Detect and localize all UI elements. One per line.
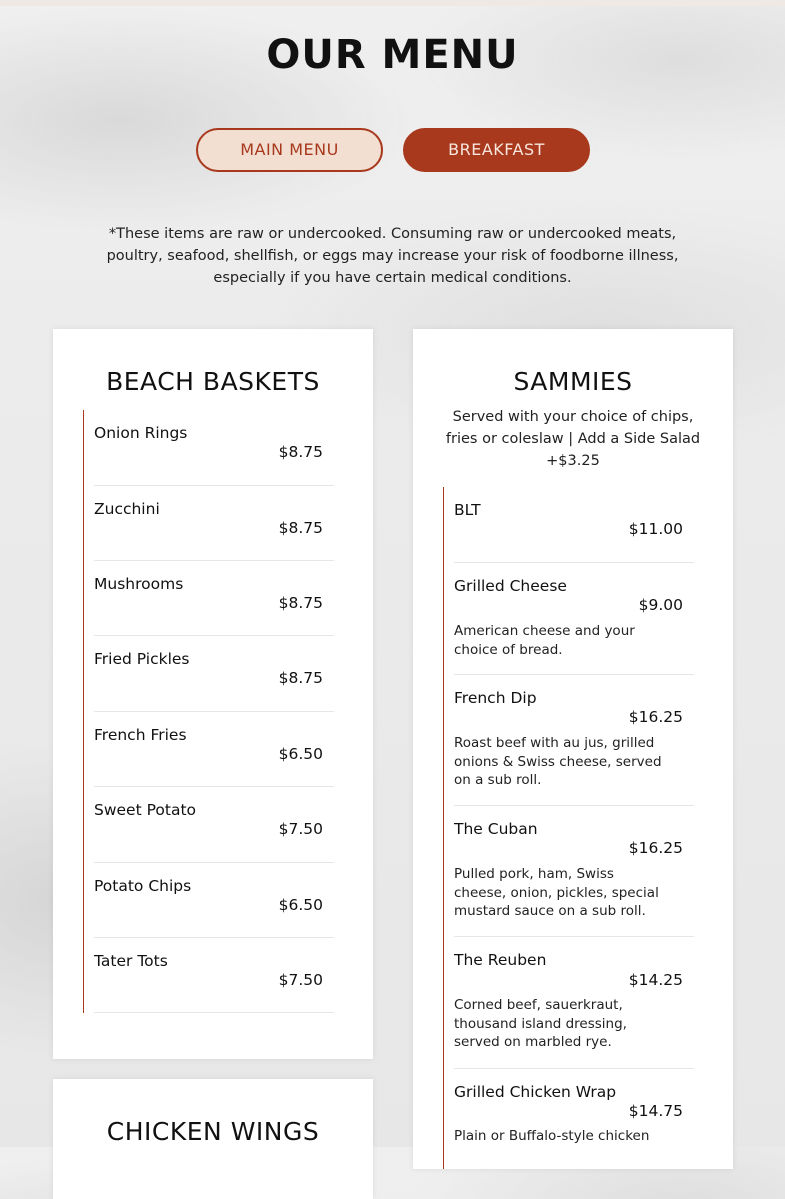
tab-main-menu[interactable]: MAIN MENU xyxy=(196,128,383,172)
item-name: French Dip xyxy=(454,689,537,707)
item-description: Pulled pork, ham, Swiss cheese, onion, pickles, special mustard sauce on a sub roll. xyxy=(454,866,659,919)
item-name: Mushrooms xyxy=(94,575,184,593)
item-name: Onion Rings xyxy=(94,424,188,442)
item-description: American cheese and your choice of bread. xyxy=(454,623,635,658)
menu-item xyxy=(94,863,334,938)
item-name: BLT xyxy=(454,501,481,519)
chicken-wings-card xyxy=(53,1079,373,1199)
menu-list xyxy=(83,410,334,1013)
item-price: $14.25 xyxy=(628,971,683,989)
menu-item xyxy=(454,806,694,937)
beach-baskets-card xyxy=(53,329,373,1059)
item-name: Potato Chips xyxy=(94,877,192,895)
item-name: The Cuban xyxy=(454,820,538,838)
menu-item xyxy=(454,1069,694,1169)
item-name: Grilled Cheese xyxy=(454,577,567,595)
item-price: $6.50 xyxy=(278,745,323,763)
item-name: Zucchini xyxy=(94,500,160,518)
item-price: $8.75 xyxy=(278,519,323,537)
item-name: French Fries xyxy=(94,726,187,744)
menu-item xyxy=(94,787,334,863)
item-description: Plain or Buffalo-style chicken xyxy=(454,1128,650,1144)
tab-breakfast[interactable]: BREAKFAST xyxy=(403,128,590,172)
item-name: The Reuben xyxy=(454,951,547,969)
item-price: $11.00 xyxy=(628,520,683,538)
item-price: $9.00 xyxy=(638,596,683,614)
item-price: $6.50 xyxy=(278,896,323,914)
menu-list xyxy=(443,487,694,1169)
section-title: CHICKEN WINGS xyxy=(106,1117,320,1146)
item-price: $14.75 xyxy=(628,1102,683,1120)
menu-item xyxy=(454,937,694,1069)
item-price: $8.75 xyxy=(278,594,323,612)
item-name: Sweet Potato xyxy=(94,801,197,819)
item-price: $8.75 xyxy=(278,443,323,461)
section-subtitle: Served with your choice of chips, fries or coleslaw | Add a Side Salad +$3.25 xyxy=(445,409,701,469)
item-name: Grilled Chicken Wrap xyxy=(454,1083,617,1101)
menu-item xyxy=(94,410,334,486)
page-title: OUR MENU xyxy=(266,32,519,78)
item-price: $7.50 xyxy=(278,820,323,838)
item-price: $7.50 xyxy=(278,971,323,989)
disclaimer-text: *These items are raw or undercooked. Consuming raw or undercooked meats, poultry, seafood, shellfish, or eggs may increase your risk of foodborne illness, especially if you have certain medical conditions. xyxy=(106,226,679,286)
section-title: SAMMIES xyxy=(513,367,633,396)
item-description: Corned beef, sauerkraut, thousand island dressing, served on marbled rye. xyxy=(454,997,627,1050)
menu-item xyxy=(454,487,694,563)
item-price: $8.75 xyxy=(278,669,323,687)
item-name: Fried Pickles xyxy=(94,650,190,668)
menu-item xyxy=(94,636,334,712)
item-price: $16.25 xyxy=(628,708,683,726)
top-strip xyxy=(0,0,785,6)
item-price: $16.25 xyxy=(628,839,683,857)
menu-item xyxy=(94,486,334,561)
item-name: Tater Tots xyxy=(94,952,168,970)
menu-item xyxy=(454,675,694,806)
menu-item xyxy=(94,712,334,787)
sammies-card xyxy=(413,329,733,1169)
section-title: BEACH BASKETS xyxy=(106,367,320,396)
item-description: Roast beef with au jus, grilled onions & Swiss cheese, served on a sub roll. xyxy=(454,735,662,788)
menu-item xyxy=(94,561,334,636)
menu-item xyxy=(94,938,334,1013)
menu-item xyxy=(454,563,694,675)
